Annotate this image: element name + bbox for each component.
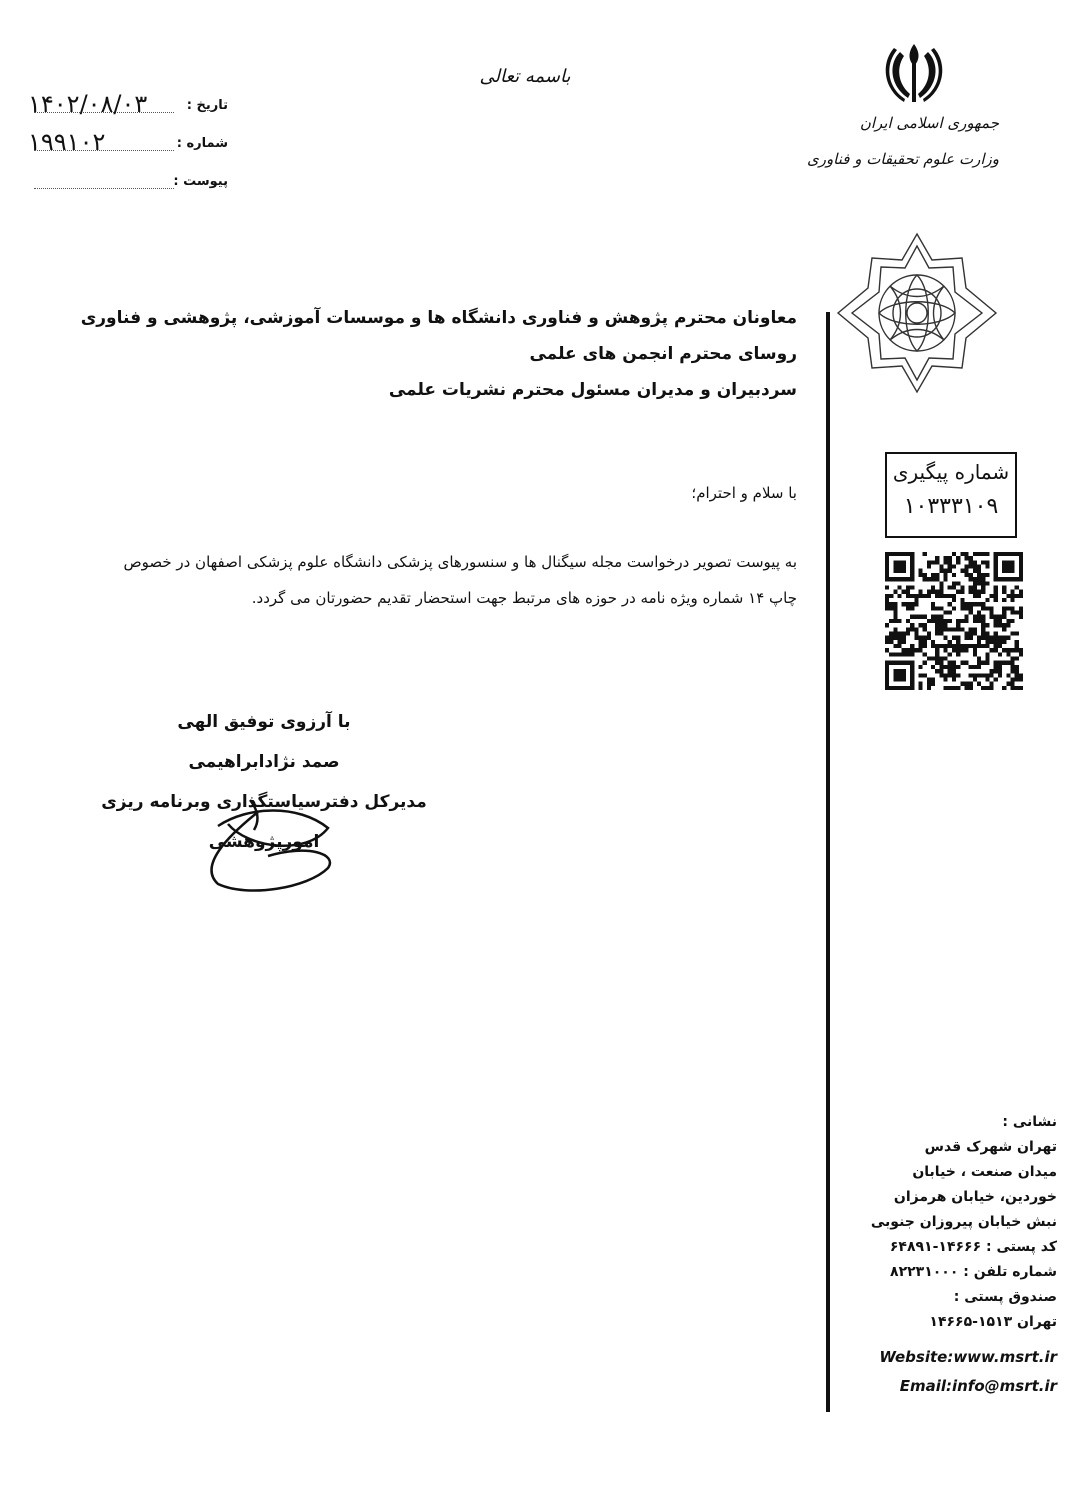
recipient-line: سردبیران و مدیران مسئول محترم نشریات علمی: [388, 380, 797, 400]
date-label: تاریخ :: [186, 98, 228, 113]
signer-title: مدیرکل دفترسیاستگذاری وبرنامه ریزی امورپژوهشی: [101, 792, 427, 852]
number-label: شماره :: [176, 136, 228, 151]
address-line: تهران ۱۵۱۳-۱۴۶۶۵: [929, 1314, 1057, 1330]
attachment-row: [28, 168, 228, 198]
contact-links: [879, 1343, 1057, 1401]
signer-name: صمد نژادابراهیمی: [188, 752, 340, 772]
date-row: [28, 92, 228, 122]
attachment-underline: [34, 188, 174, 189]
tracking-number: ۱۰۳۳۳۱۰۹: [903, 494, 999, 519]
address-line: تهران شهرک قدس: [924, 1139, 1057, 1155]
ministry-name: وزارت علوم تحقیقات و فناوری: [806, 150, 999, 168]
email-link[interactable]: Email:info@msrt.ir: [899, 1377, 1057, 1395]
recipient-line: روسای محترم انجمن های علمی: [529, 344, 797, 364]
address-line: صندوق پستی :: [953, 1289, 1057, 1305]
vertical-divider: [826, 312, 830, 1412]
address-line: کد پستی : ۱۴۶۶۶-۶۴۸۹۱: [889, 1239, 1057, 1255]
closing-wish: با آرزوی توفیق الهی: [177, 712, 351, 732]
country-name: جمهوری اسلامی ایران: [859, 114, 999, 132]
address-line: نبش خیابان پیروزان جنوبی: [870, 1214, 1057, 1230]
invocation-text: باسمه تعالی: [479, 66, 571, 87]
address-line: شماره تلفن : ۸۲۲۳۱۰۰۰: [890, 1264, 1057, 1280]
date-value: ۱۴۰۲/۰۸/۰۳: [28, 90, 148, 118]
website-link[interactable]: Website:www.msrt.ir: [879, 1348, 1057, 1366]
address-line: خوردین، خیابان هرمزان: [893, 1189, 1057, 1205]
tracking-label: شماره پیگیری: [892, 460, 1010, 484]
address-line: میدان صنعت ، خیابان: [912, 1164, 1057, 1180]
address-line: نشانی :: [1002, 1114, 1057, 1130]
address-block: [837, 1110, 1057, 1335]
recipients-block: [77, 300, 797, 408]
qr-code-icon: [885, 552, 1023, 690]
emblem-icon: [882, 40, 946, 106]
attachment-label: پیوست :: [173, 174, 228, 189]
number-row: [28, 130, 228, 160]
tracking-box: [885, 452, 1017, 538]
letter-body: به پیوست تصویر درخواست مجله سیگنال ها و سنسورهای پزشکی دانشگاه علوم پزشکی اصفهان در خصوص چاپ ۱۴ شماره ویژه نامه در حوزه های مرتبط جهت استحضار تقدیم حضورتان می گردد.: [123, 553, 797, 607]
recipient-line: معاونان محترم پژوهش و فناوری دانشگاه ها و موسسات آموزشی، پژوهشی و فناوری: [80, 308, 797, 328]
ornament-icon: [832, 230, 1002, 396]
greeting: با سلام و احترام؛: [691, 484, 797, 502]
number-value: ۱۹۹۱۰۲: [28, 128, 106, 156]
signature-icon: [188, 796, 338, 896]
